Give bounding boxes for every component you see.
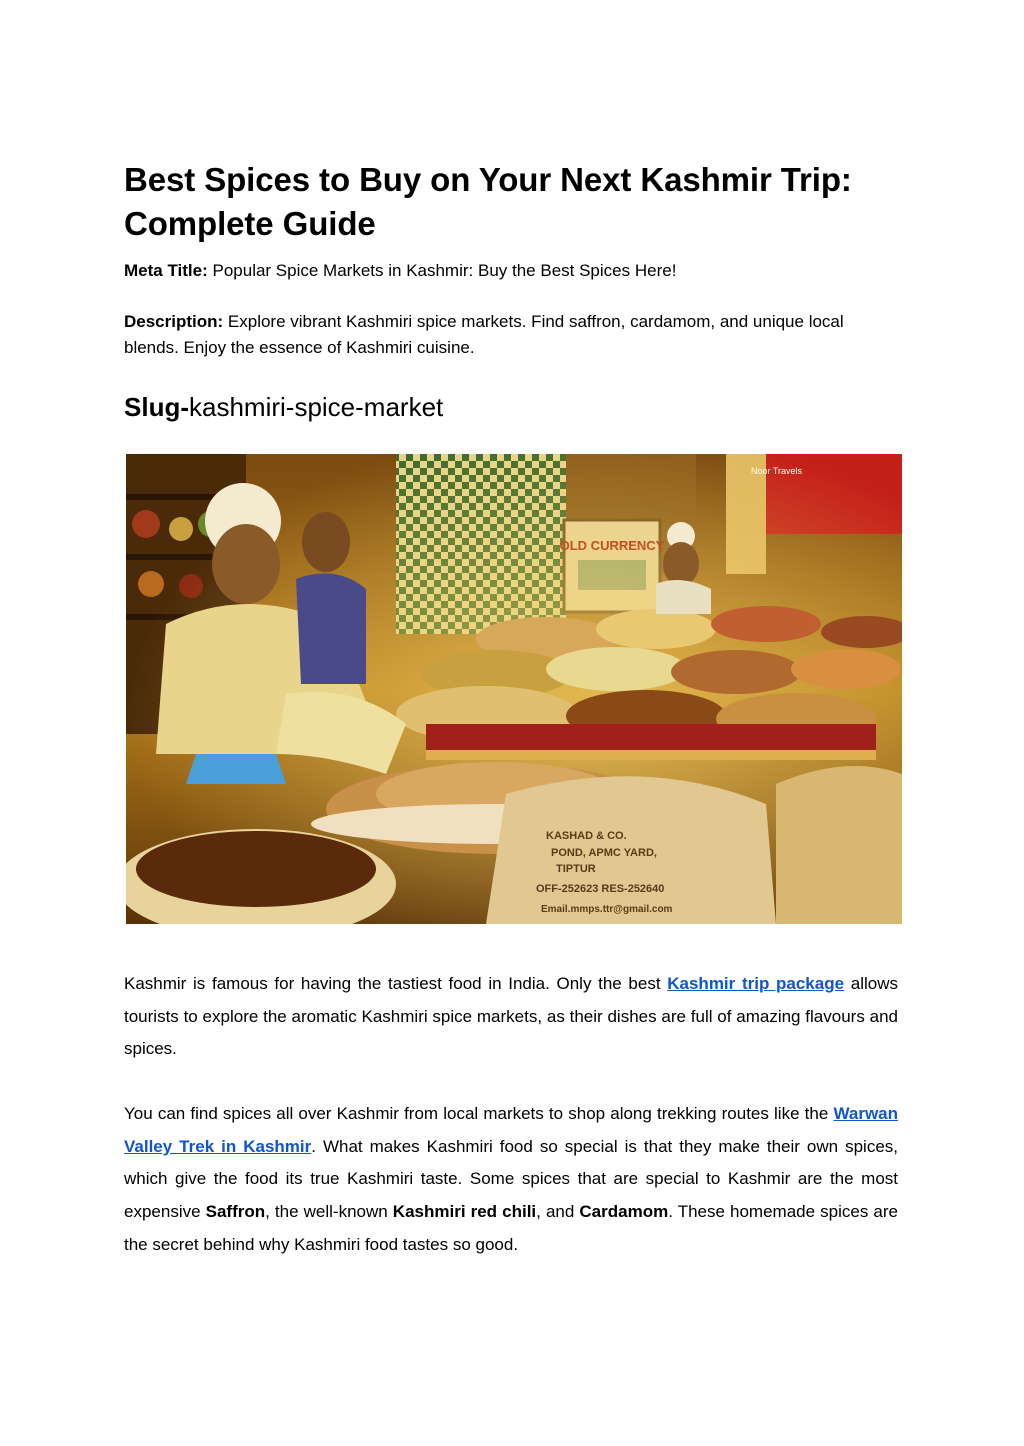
sack-line-5: Email.mmps.ttr@gmail.com: [541, 904, 673, 915]
sack-line-3: TIPTUR: [556, 863, 596, 875]
slug-line: [124, 390, 443, 424]
spice-market-photo: [126, 454, 902, 924]
description-line: [124, 309, 898, 361]
sack-line-1: KASHAD & CO.: [546, 830, 627, 842]
kashmir-trip-package-link[interactable]: Kashmir trip package: [667, 974, 845, 993]
meta-title-label: Meta Title:: [124, 261, 208, 280]
meta-title-value: Popular Spice Markets in Kashmir: Buy the Best Spices Here!: [207, 261, 677, 280]
intro-paragraph: Kashmir is famous for having the tastiest food in India. Only the best Kashmir trip package allows tourists to explore the aromatic Kashmiri spice markets, as their dishes are full of amazing flavours and spices.: [124, 974, 898, 1059]
slug-value: kashmiri-spice-market: [189, 392, 444, 422]
cardamom-text: Cardamom: [579, 1202, 669, 1222]
description-value: Explore vibrant Kashmiri spice markets. Find saffron, cardamom, and unique local blends. Enjoy the essence of Kashmiri cuisine.: [124, 312, 844, 357]
description-label: Description:: [124, 312, 224, 331]
spices-paragraph: You can find spices all over Kashmir from local markets to shop along trekking routes like the Warwan Valley Trek in Kashmir. What makes Kashmiri food so special is that they make their own spices, which give the food its true Kashmiri taste. Some spices that are special to Kashmir are the most expensive Saffron, the well-known Kashmiri red chili, and Cardamom. These homemade spices are the secret behind why Kashmiri food tastes so good.: [124, 1104, 898, 1254]
saffron-text: Saffron: [205, 1202, 266, 1222]
warwan-valley-trek-link[interactable]: Warwan Valley Trek in Kashmir: [124, 1104, 898, 1156]
sack-line-4: OFF-252623 RES-252640: [536, 883, 665, 895]
page-title: Best Spices to Buy on Your Next Kashmir Trip: Complete Guide: [124, 161, 852, 242]
sack-line-2: POND, APMC YARD,: [551, 847, 657, 859]
kashmiri-red-chili-text: Kashmiri red chili: [392, 1202, 537, 1222]
meta-title-line: [124, 259, 898, 283]
slug-label: Slug-: [124, 392, 189, 422]
